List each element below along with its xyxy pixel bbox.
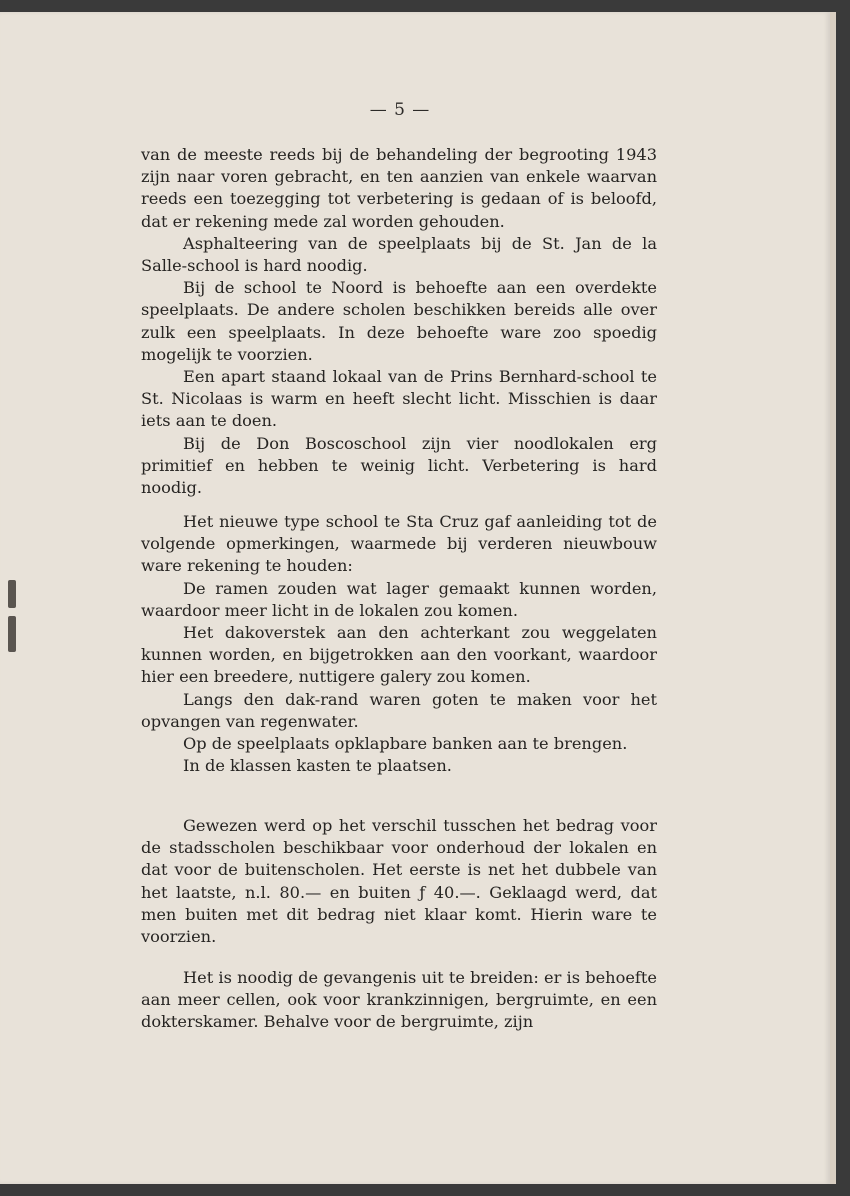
paragraph: Een apart staand lokaal van de Prins Bernhard-school te St. Nicolaas is warm en heeft slecht licht. Misschien is daar iets aan te doen. xyxy=(141,367,657,431)
paragraph: Het dakoverstek aan den achterkant zou weggelaten kunnen worden, en bijgetrokken aan den voorkant, waardoor hier een breedere, nuttigere galery zou komen. xyxy=(141,623,657,687)
paragraph: Asphalteering van de speelplaats bij de St. Jan de la Salle-school is hard noodig. xyxy=(141,233,657,276)
paragraph: Op de speelplaats opklapbare banken aan te brengen. xyxy=(183,734,628,754)
paragraph: Bij de Don Boscoschool zijn vier noodlokalen erg primitief en hebben te weinig licht. Verbetering is hard noodig. xyxy=(141,433,657,498)
paragraph: Bij de school te Noord is behoefte aan een overdekte speelplaats. De andere scholen beschikken bereids alle over zulk een speelplaats. In deze behoefte ware zoo spoedig mogelijk te voorzien. xyxy=(141,278,657,364)
paragraph: De ramen zouden wat lager gemaakt kunnen worden, waardoor meer licht in de lokalen zou komen. xyxy=(141,578,657,620)
binder-mark xyxy=(8,616,16,652)
section-prison xyxy=(141,967,657,1034)
paragraph: Langs den dak-rand waren goten te maken voor het opvangen van regenwater. xyxy=(141,689,657,731)
binder-mark xyxy=(8,580,16,608)
page-number: — 5 — xyxy=(369,100,431,120)
section-new-school-type xyxy=(141,511,657,777)
section-maintenance-budget xyxy=(141,815,657,948)
paragraph: Gewezen werd op het verschil tusschen het bedrag voor de stadsscholen beschikbaar voor onderhoud der lokalen en dat voor de buitenscholen. Het eerste is net het dubbele van het laatste, n.l. 80.— en buiten ƒ 40.—. Geklaagd werd, dat men buiten met dit bedrag niet klaar komt. Hierin ware te voorzien. xyxy=(141,816,657,947)
section-schools xyxy=(141,144,657,499)
document-page xyxy=(0,12,830,1184)
paragraph: Het is noodig de gevangenis uit te breiden: er is behoefte aan meer cellen, ook voor krankzinnigen, bergruimte, en een dokterskamer. Behalve voor de bergruimte, zijn xyxy=(141,968,657,1032)
paragraph: In de klassen kasten te plaatsen. xyxy=(183,756,452,776)
paragraph: van de meeste reeds bij de behandeling der begrooting 1943 zijn naar voren gebracht, en ten aanzien van enkele waarvan reeds een toezegging tot verbetering is gedaan of is beloofd, dat er rekening mede zal worden gehouden. xyxy=(141,145,657,231)
paragraph: Het nieuwe type school te Sta Cruz gaf aanleiding tot de volgende opmerkingen, waarmede bij verderen nieuwbouw ware rekening te houden: xyxy=(141,512,657,576)
